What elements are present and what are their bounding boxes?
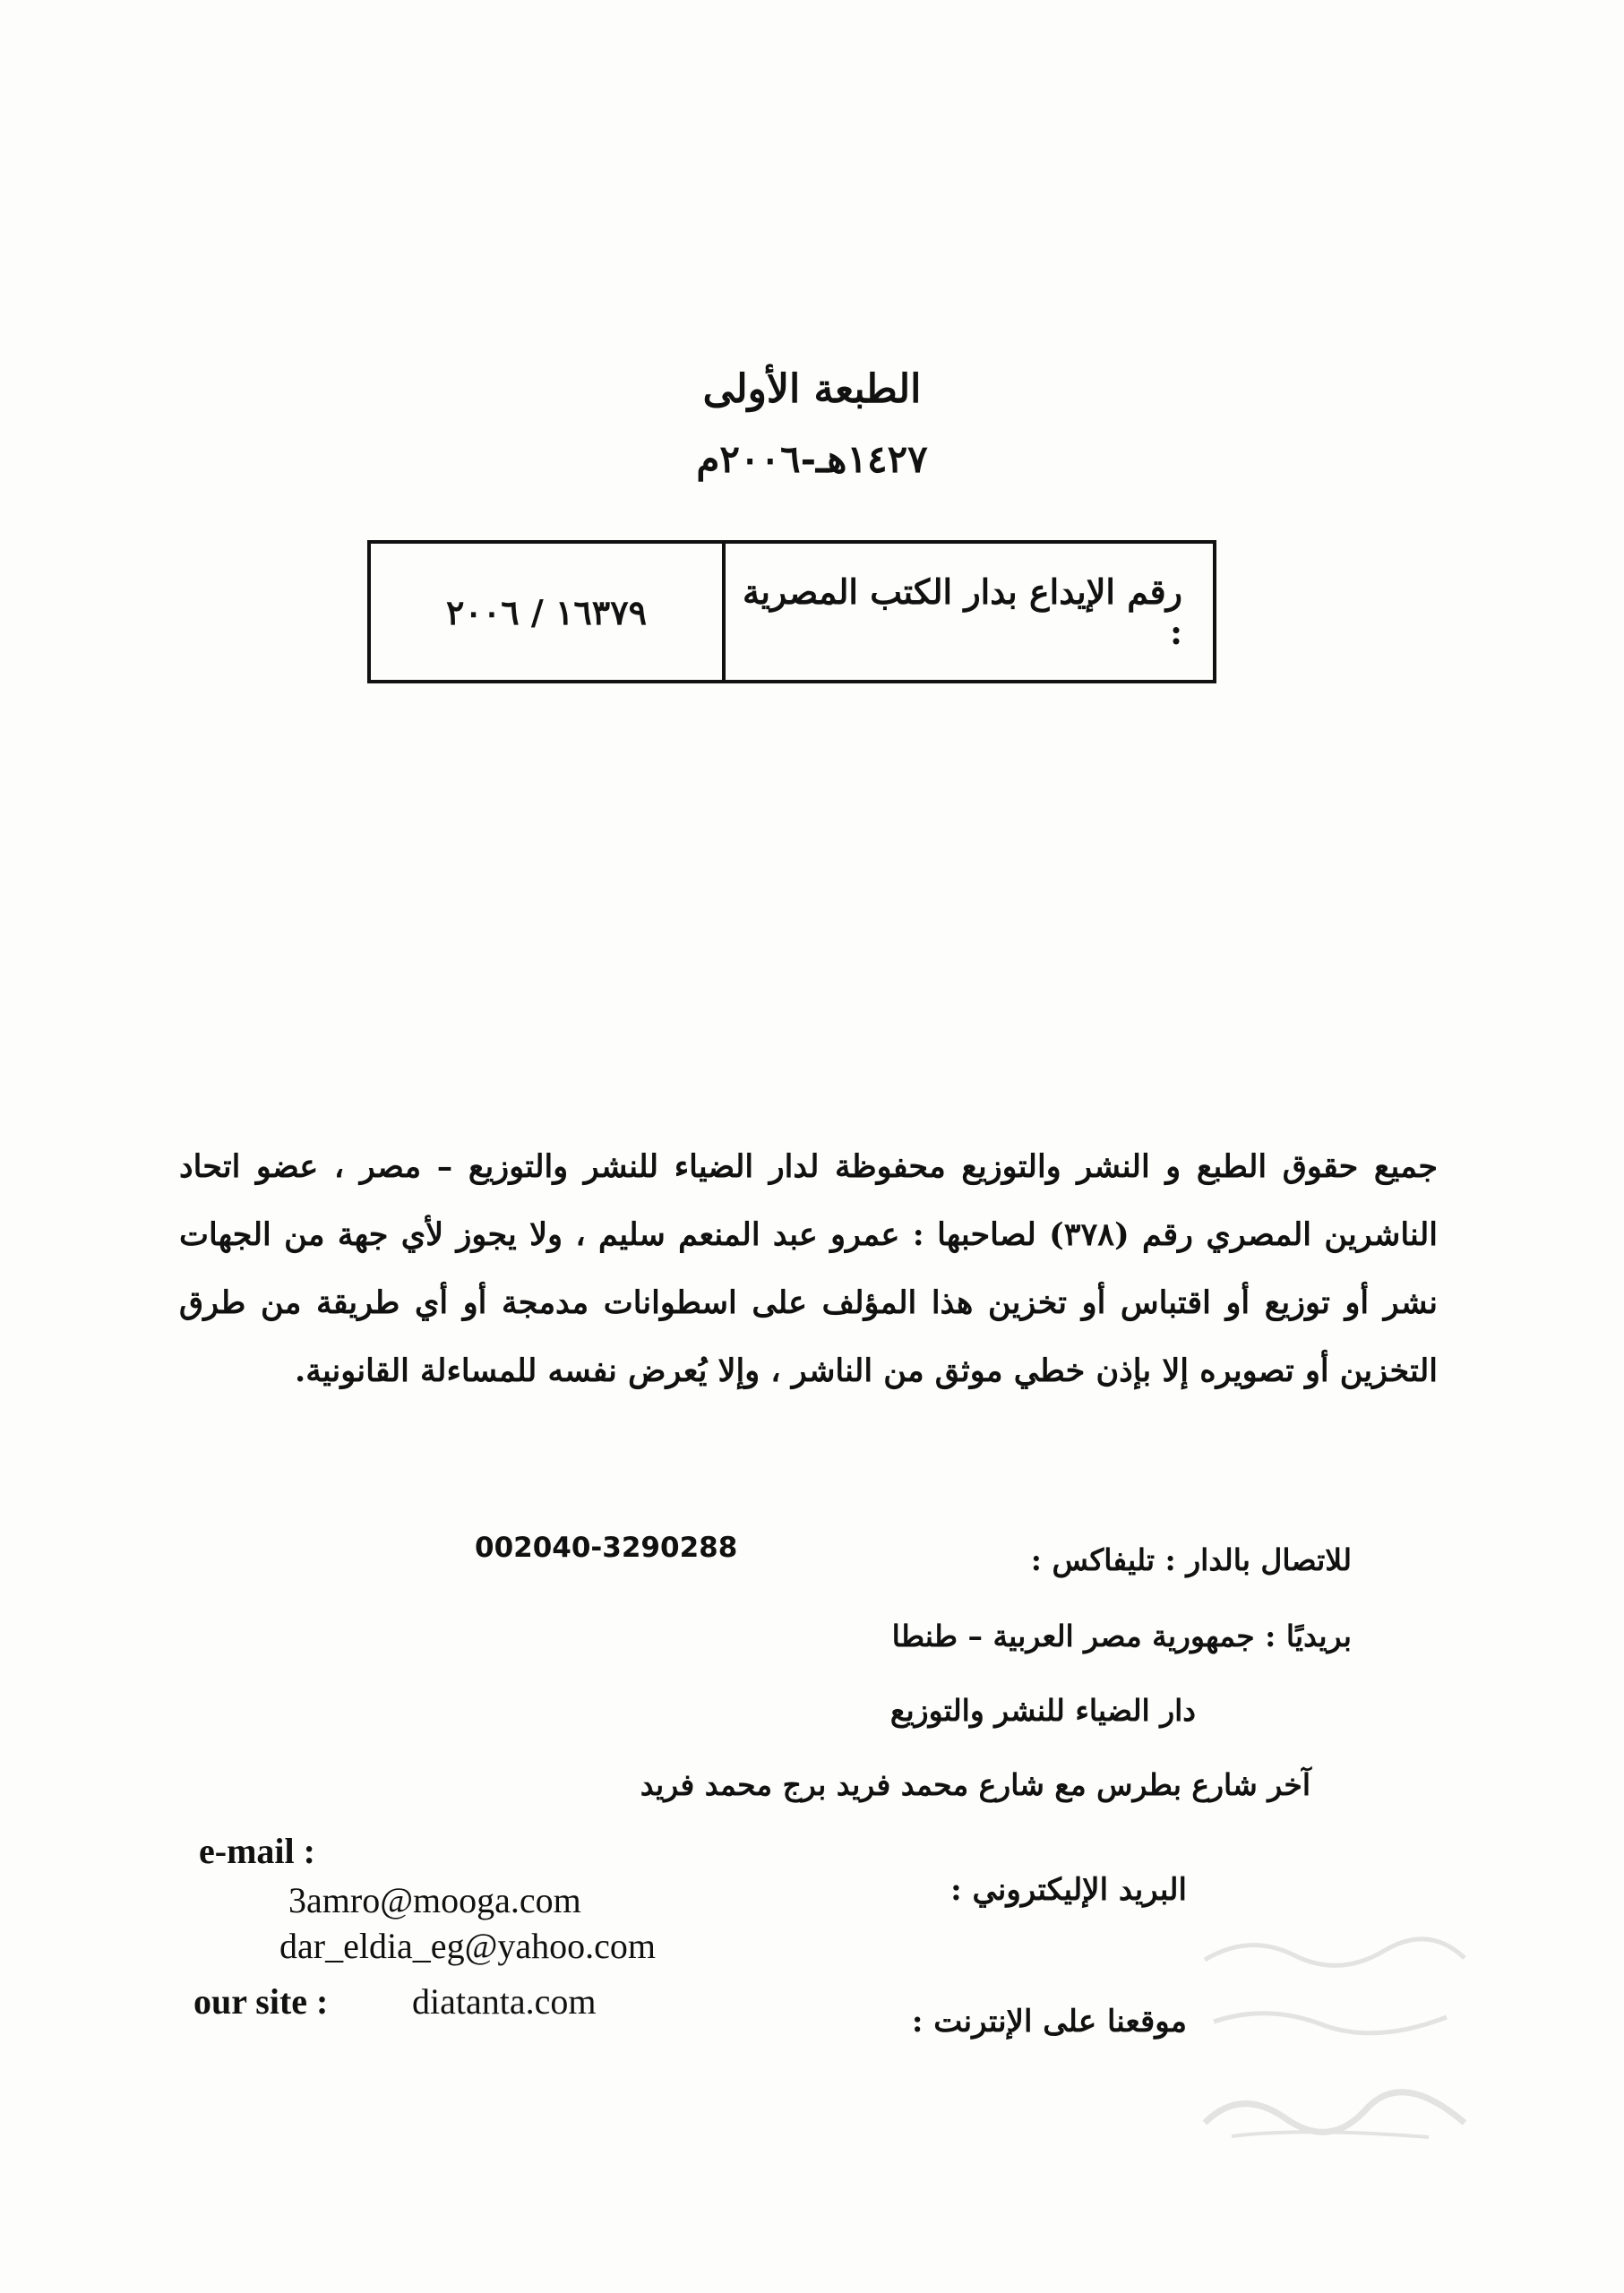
bleed-through-mark [1196,2078,1474,2150]
postal-address: بريديًا : جمهورية مصر العربية – طنطا [891,1619,1352,1653]
edition-date: ١٤٢٧هـ-٢٠٠٦م [696,437,928,481]
email-label-arabic: البريد الإليكتروني : [950,1872,1187,1908]
website-url: diatanta.com [412,1981,597,2022]
email-address-primary: 3amro@mooga.com [288,1880,581,1920]
deposit-number-value: ١٦٣٧٩ / ٢٠٠٦ [371,544,726,680]
website-label-english: our site : [193,1981,329,2022]
deposit-number-label: رقم الإيداع بدار الكتب المصرية : [742,571,1182,652]
email-address-secondary: dar_eldia_eg@yahoo.com [279,1926,657,1966]
email-label-english: e-mail : [199,1831,315,1871]
publisher-name: دار الضياء للنشر والتوزيع [889,1693,1196,1728]
bleed-through-mark [1196,1924,1474,1978]
website-label-arabic: موقعنا على الإنترنت : [911,2004,1187,2040]
edition-title: الطبعة الأولى [702,366,922,412]
bleed-through-mark [1196,1990,1474,2044]
street-address: آخر شارع بطرس مع شارع محمد فريد برج محمد فريد [640,1767,1310,1802]
deposit-number-box [367,540,1216,683]
contact-phone: 002040-3290288 [475,1532,738,1564]
copyright-notice: جميع حقوق الطبع و النشر والتوزيع محفوظة لدار الضياء للنشر والتوزيع – مصر ، عضو اتحاد الناشرين المصري رقم (٣٧٨) لصاحبها : عمرو عبد المنعم سليم ، ولا يجوز لأي جهة من الجهات نشر أو توزيع أو اقتباس أو تخزين هذا المؤلف على اسطوانات مدمجة أو أي طريقة من طرق التخزين أو تصويره إلا بإذن خطي موثق من الناشر ، وإلا يُعرض نفسه للمساءلة القانونية. [179,1148,1438,1389]
contact-label: للاتصال بالدار : تليفاكس : [1030,1542,1352,1577]
